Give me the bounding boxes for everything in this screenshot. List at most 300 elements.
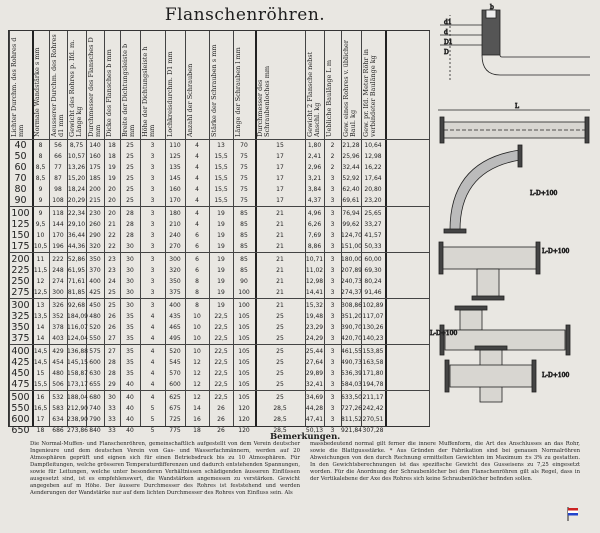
table-cell: 140,23 xyxy=(362,335,384,342)
table-cell: 10 xyxy=(193,313,201,320)
table-cell: 4 xyxy=(195,210,199,217)
table-cell: 188,04 xyxy=(67,394,88,401)
table-cell: 70 xyxy=(240,142,248,149)
table-cell: 3 xyxy=(330,302,335,309)
table-cell: 390,70 xyxy=(341,324,362,331)
table-cell: 22,5 xyxy=(214,370,228,377)
table-cell: 583 xyxy=(52,405,64,412)
table-cell: 17 xyxy=(276,197,284,204)
table-cell: 4 xyxy=(150,359,155,366)
pipe-diameter-cell: 175 xyxy=(11,241,30,252)
pipe-diameter-cell: 70 xyxy=(14,173,27,184)
table-cell: 570 xyxy=(169,370,181,377)
table-cell: 6,26 xyxy=(307,221,322,228)
table-cell: 35 xyxy=(126,348,134,355)
table-cell: 375 xyxy=(169,289,181,296)
table-cell: 85 xyxy=(240,232,248,239)
table-cell: 85 xyxy=(240,256,248,263)
table-cell: 40 xyxy=(126,416,134,423)
table-cell: 5 xyxy=(150,427,155,434)
table-cell: 163,58 xyxy=(362,359,384,366)
svg-text:D1: D1 xyxy=(444,39,453,46)
table-cell: 140 xyxy=(89,142,101,149)
table-cell: 24,29 xyxy=(305,335,324,342)
table-cell: 66 xyxy=(54,153,62,160)
table-cell: 173,17 xyxy=(67,381,88,388)
table-cell: 630 xyxy=(89,370,101,377)
table-cell: 403 xyxy=(52,335,64,342)
group-rule xyxy=(9,206,429,207)
table-cell: 9 xyxy=(38,210,43,217)
table-cell: 2,41 xyxy=(307,153,322,160)
table-cell: 160 xyxy=(169,186,181,193)
table-cell: 130,26 xyxy=(362,324,384,331)
table-cell: 25 xyxy=(276,370,284,377)
table-cell: 18 xyxy=(108,153,116,160)
column-header: Normale Wandstärke s mm xyxy=(33,47,41,137)
table-cell: 300 xyxy=(169,256,181,263)
table-cell: 33 xyxy=(108,427,116,434)
table-cell: 506 xyxy=(52,381,64,388)
column-header: Uebliche Baulänge L m xyxy=(325,60,333,137)
table-cell: 105 xyxy=(238,313,250,320)
table-cell: 33 xyxy=(108,405,116,412)
table-cell: 116,07 xyxy=(67,324,88,331)
table-cell: 3 xyxy=(150,267,155,274)
column-header: Dicke des Flansches b mm xyxy=(105,49,113,137)
table-cell: 25 xyxy=(126,197,134,204)
table-cell: 40 xyxy=(126,394,134,401)
table-cell: 3 xyxy=(150,232,155,239)
table-cell: 230 xyxy=(89,210,101,217)
group-rule xyxy=(9,252,429,253)
table-cell: 4 xyxy=(150,381,155,388)
table-cell: 461,55 xyxy=(341,348,362,355)
table-cell: 75 xyxy=(240,175,248,182)
table-cell: 3 xyxy=(330,175,335,182)
table-cell: 29 xyxy=(108,381,116,388)
table-cell: 5 xyxy=(150,405,155,412)
cross-drawing xyxy=(445,346,569,402)
svg-text:L-D+100: L-D+100 xyxy=(530,190,558,197)
table-cell: 23,20 xyxy=(364,197,382,204)
table-cell: 194,78 xyxy=(362,381,384,388)
table-cell: 62,40 xyxy=(342,186,360,193)
table-cell: 3 xyxy=(330,278,335,285)
table-cell: 19 xyxy=(217,267,225,274)
pipe-diameter-cell: 500 xyxy=(11,392,30,403)
table-cell: 15,32 xyxy=(305,302,324,309)
table-cell: 740 xyxy=(89,405,101,412)
table-cell: 171,80 xyxy=(362,370,384,377)
table-cell: 35 xyxy=(126,313,134,320)
table-cell: 15 xyxy=(36,370,45,377)
table-cell: 550 xyxy=(89,335,101,342)
table-cell: 12 xyxy=(193,381,201,388)
column-header: Lichter Durchm. des Rohres d mm xyxy=(10,37,25,137)
table-cell: 4 xyxy=(195,197,199,204)
table-cell: 3 xyxy=(150,153,155,160)
table-cell: 118 xyxy=(52,210,64,217)
table-cell: 91,46 xyxy=(364,289,382,296)
table-cell: 8 xyxy=(38,153,43,160)
table-cell: 15,5 xyxy=(214,153,228,160)
table-cell: 22,5 xyxy=(214,381,228,388)
table-cell: 1,80 xyxy=(307,142,322,149)
table-cell: 240,73 xyxy=(341,278,362,285)
table-cell: 26 xyxy=(217,427,225,434)
table-cell: 2 xyxy=(330,164,335,171)
table-cell: 40 xyxy=(126,427,134,434)
table-cell: 4 xyxy=(195,221,199,228)
table-cell: 85 xyxy=(240,267,248,274)
pipe-diameter-cell: 80 xyxy=(14,184,27,195)
table-cell: 30 xyxy=(126,243,134,250)
table-cell: 180,00 xyxy=(341,256,362,263)
table-cell: 175 xyxy=(89,164,101,171)
table-cell: 22,5 xyxy=(214,324,228,331)
table-cell: 15,5 xyxy=(214,164,228,171)
table-cell: 3 xyxy=(330,324,335,331)
table-cell: 8 xyxy=(195,289,199,296)
table-cell: 28 xyxy=(108,359,116,366)
table-cell: 12,98 xyxy=(364,153,382,160)
table-cell: 420,70 xyxy=(341,335,362,342)
table-cell: 290 xyxy=(89,232,101,239)
table-cell: 3,21 xyxy=(307,175,322,182)
table-cell: 495 xyxy=(169,335,181,342)
table-cell: 19 xyxy=(217,289,225,296)
pipe-diameter-cell: 40 xyxy=(14,140,27,151)
table-cell: 351,20 xyxy=(341,313,362,320)
table-cell: 4 xyxy=(150,370,155,377)
table-cell: 30 xyxy=(126,256,134,263)
table-cell: 3 xyxy=(330,370,335,377)
table-cell: 8,5 xyxy=(35,164,46,171)
table-cell: 3 xyxy=(330,267,335,274)
table-cell: 18 xyxy=(36,427,45,434)
table-cell: 20,80 xyxy=(364,186,382,193)
table-cell: 22 xyxy=(108,243,116,250)
table-cell: 21 xyxy=(276,256,284,263)
pipe-diameter-cell: 125 xyxy=(11,219,30,230)
group-rule xyxy=(9,298,429,299)
table-cell: 25 xyxy=(276,394,284,401)
table-cell: 921,84 xyxy=(341,427,362,434)
table-cell: 326 xyxy=(52,302,64,309)
table-cell: 100 xyxy=(238,302,250,309)
table-cell: 633,50 xyxy=(341,394,362,401)
table-cell: 40 xyxy=(126,381,134,388)
table-cell: 3 xyxy=(150,197,155,204)
table-cell: 775 xyxy=(169,427,181,434)
table-cell: 450 xyxy=(89,302,101,309)
table-cell: 44,36 xyxy=(67,243,86,250)
table-cell: 16 xyxy=(36,394,45,401)
table-cell: 490,73 xyxy=(341,359,362,366)
technical-drawings xyxy=(430,5,595,405)
table-cell: 584,03 xyxy=(341,381,362,388)
table-cell: 33 xyxy=(108,416,116,423)
table-cell: 8,5 xyxy=(35,175,46,182)
svg-text:d: d xyxy=(444,29,448,36)
table-cell: 22 xyxy=(108,232,116,239)
table-cell: 8 xyxy=(195,278,199,285)
pipe-diameter-cell: 350 xyxy=(11,322,30,333)
table-cell: 105 xyxy=(238,324,250,331)
table-cell: 10,64 xyxy=(364,142,382,149)
table-cell: 27 xyxy=(108,335,116,342)
table-cell: 4 xyxy=(150,313,155,320)
table-cell: 4,96 xyxy=(307,210,322,217)
table-cell: 16,5 xyxy=(33,405,48,412)
table-cell: 15,5 xyxy=(214,186,228,193)
pipe-diameter-cell: 325 xyxy=(11,311,30,322)
svg-text:D: D xyxy=(444,49,449,56)
table-cell: 117,07 xyxy=(362,313,384,320)
table-cell: 3 xyxy=(330,256,335,263)
table-cell: 790 xyxy=(89,416,101,423)
table-cell: 3 xyxy=(330,335,335,342)
table-cell: 28,5 xyxy=(273,427,287,434)
table-cell: 600 xyxy=(169,381,181,388)
table-cell: 26 xyxy=(217,405,225,412)
table-cell: 3 xyxy=(330,427,335,434)
table-cell: 17 xyxy=(276,175,284,182)
table-cell: 2,96 xyxy=(307,164,322,171)
table-cell: 370 xyxy=(89,267,101,274)
table-cell: 25 xyxy=(276,324,284,331)
table-cell: 10,57 xyxy=(67,153,86,160)
table-cell: 4 xyxy=(195,164,199,171)
table-cell: 153,85 xyxy=(362,348,384,355)
pipe-diameter-cell: 550 xyxy=(11,403,30,414)
table-cell: 90 xyxy=(240,278,248,285)
table-cell: 480 xyxy=(89,313,101,320)
table-cell: 200 xyxy=(89,186,101,193)
table-cell: 158,87 xyxy=(67,370,88,377)
table-cell: 14,5 xyxy=(33,348,48,355)
table-cell: 242,42 xyxy=(362,405,384,412)
table-cell: 19 xyxy=(217,278,225,285)
table-cell: 4 xyxy=(150,335,155,342)
table-cell: 52,92 xyxy=(342,175,360,182)
table-cell: 75 xyxy=(240,186,248,193)
table-cell: 454 xyxy=(52,359,64,366)
pipe-diameter-cell: 100 xyxy=(11,208,30,219)
table-cell: 725 xyxy=(169,416,181,423)
table-cell: 25 xyxy=(126,164,134,171)
table-cell: 480 xyxy=(52,370,64,377)
column-header: Breite der Dichtungsleiste b mm xyxy=(121,43,136,137)
table-cell: 25 xyxy=(126,153,134,160)
table-cell: 3 xyxy=(330,394,335,401)
table-cell: 655 xyxy=(89,381,101,388)
table-cell: 4,37 xyxy=(307,197,322,204)
table-cell: 3 xyxy=(330,405,335,412)
table-cell: 35 xyxy=(126,370,134,377)
table-cell: 8,86 xyxy=(307,243,322,250)
table-cell: 3 xyxy=(330,243,335,250)
table-cell: 16 xyxy=(193,416,201,423)
notes-heading: Bemerkungen. xyxy=(270,432,341,442)
table-cell: 11 xyxy=(36,256,45,263)
table-cell: 19 xyxy=(217,243,225,250)
table-cell: 21 xyxy=(276,232,284,239)
table-cell: 20 xyxy=(108,197,116,204)
table-cell: 87 xyxy=(54,175,62,182)
pipe-diameter-cell: 90 xyxy=(14,195,27,206)
table-cell: 170 xyxy=(169,197,181,204)
bend-drawing xyxy=(444,145,557,233)
table-column-rule xyxy=(385,31,387,426)
table-cell: 3 xyxy=(150,256,155,263)
table-cell: 105 xyxy=(238,381,250,388)
table-cell: 71,61 xyxy=(67,278,86,285)
table-cell: 18,24 xyxy=(67,186,86,193)
table-cell: 23 xyxy=(108,256,116,263)
table-cell: 21 xyxy=(276,267,284,274)
table-cell: 10,71 xyxy=(305,256,324,263)
table-cell: 10,5 xyxy=(33,243,48,250)
table-cell: 9,5 xyxy=(35,221,46,228)
table-cell: 105 xyxy=(238,370,250,377)
table-cell: 50,33 xyxy=(364,243,382,250)
table-cell: 2 xyxy=(330,153,335,160)
table-cell: 12 xyxy=(193,370,201,377)
table-cell: 40 xyxy=(126,405,134,412)
table-cell: 80,24 xyxy=(364,278,382,285)
table-cell: 270,51 xyxy=(362,416,384,423)
table-cell: 124,04 xyxy=(67,335,88,342)
table-cell: 3 xyxy=(330,381,335,388)
table-cell: 435 xyxy=(169,313,181,320)
table-cell: 25 xyxy=(126,142,134,149)
flag-icon xyxy=(567,507,579,521)
column-header: Aeusserer Durchm. des Rohres d1 mm xyxy=(50,34,65,137)
table-cell: 25 xyxy=(276,313,284,320)
table-cell: 680 xyxy=(89,394,101,401)
table-cell: 185 xyxy=(89,175,101,182)
table-cell: 12 xyxy=(36,278,45,285)
table-cell: 85 xyxy=(240,221,248,228)
table-cell: 14,5 xyxy=(33,359,48,366)
table-cell: 27 xyxy=(108,348,116,355)
table-cell: 3 xyxy=(150,302,155,309)
table-cell: 320 xyxy=(169,267,181,274)
table-cell: 15,5 xyxy=(33,381,48,388)
table-cell: 13 xyxy=(217,142,225,149)
table-cell: 238,90 xyxy=(67,416,88,423)
table-cell: 17 xyxy=(276,164,284,171)
table-cell: 3 xyxy=(330,359,335,366)
table-cell: 350 xyxy=(89,256,101,263)
table-cell: 28,5 xyxy=(273,405,287,412)
table-cell: 184,09 xyxy=(67,313,88,320)
table-cell: 22,5 xyxy=(214,313,228,320)
table-cell: 60,00 xyxy=(364,256,382,263)
table-cell: 25 xyxy=(276,335,284,342)
table-cell: 14 xyxy=(36,335,45,342)
column-header: Gewicht des Rohres p. lfd. m. Länge kg xyxy=(68,39,83,137)
table-cell: 26 xyxy=(108,324,116,331)
table-cell: 308,86 xyxy=(341,302,362,309)
table-cell: 105 xyxy=(238,394,250,401)
table-cell: 61,95 xyxy=(67,267,86,274)
table-cell: 32,41 xyxy=(305,381,324,388)
table-cell: 536,39 xyxy=(341,370,362,377)
table-cell: 105 xyxy=(238,335,250,342)
table-cell: 30 xyxy=(126,302,134,309)
table-cell: 811,52 xyxy=(341,416,362,423)
table-cell: 3 xyxy=(330,186,335,193)
table-cell: 21 xyxy=(108,221,116,228)
pipe-diameter-cell: 600 xyxy=(11,414,30,425)
table-cell: 21,28 xyxy=(342,142,360,149)
table-cell: 400 xyxy=(89,278,101,285)
table-cell: 180 xyxy=(169,210,181,217)
table-cell: 4 xyxy=(195,186,199,193)
table-cell: 300 xyxy=(52,289,64,296)
table-cell: 10 xyxy=(193,324,201,331)
table-cell: 151,00 xyxy=(341,243,362,250)
table-cell: 160 xyxy=(89,153,101,160)
table-cell: 6 xyxy=(195,232,199,239)
table-cell: 270 xyxy=(169,243,181,250)
table-cell: 27,64 xyxy=(305,359,324,366)
table-cell: 108 xyxy=(52,197,64,204)
table-cell: 21 xyxy=(276,243,284,250)
table-cell: 28 xyxy=(126,232,134,239)
table-cell: 3,84 xyxy=(307,186,322,193)
table-cell: 15,20 xyxy=(67,175,86,182)
table-cell: 215 xyxy=(89,197,101,204)
table-cell: 25,96 xyxy=(342,153,360,160)
table-cell: 28,5 xyxy=(273,416,287,423)
table-cell: 25 xyxy=(108,289,116,296)
table-cell: 6 xyxy=(195,256,199,263)
table-cell: 675 xyxy=(169,405,181,412)
table-cell: 12,98 xyxy=(305,278,324,285)
svg-text:d1: d1 xyxy=(444,19,452,26)
table-cell: 28 xyxy=(126,210,134,217)
table-cell: 105 xyxy=(238,359,250,366)
table-cell: 25 xyxy=(276,348,284,355)
notes-right-column: massbedeutend normal gilt ferner die innere Muffenform, die Art des Anschlusses an das Rohr, sowie die Blattgussstärke. * Aus Gründen der Fabrikation sind bei genauen Normalröhren Abweichungen von den durch Rechnung ermittelten Gewichten im Maximum ±s 3% zu gestatten. In den Gewichtsberechnungen ist das spezifische Gewicht des Gusseisens zu 7,25 eingesetzt worden. Für die Anordnung der Schraubenlöcher bei den Flanschenröhren gilt als Regel, dass in der Vertikalebene der Axe des Rohres sich keine Schraubenlöcher befinden sollen. xyxy=(310,441,580,482)
table-cell: 3 xyxy=(150,164,155,171)
table-cell: 92,68 xyxy=(67,302,86,309)
table-cell: 24 xyxy=(108,278,116,285)
table-cell: 2 xyxy=(330,142,335,149)
table-cell: 207,89 xyxy=(341,267,362,274)
table-cell: 120 xyxy=(238,427,250,434)
table-cell: 85 xyxy=(240,243,248,250)
table-cell: 75 xyxy=(240,197,248,204)
table-cell: 85 xyxy=(240,210,248,217)
table-cell: 22,5 xyxy=(214,348,228,355)
table-cell: 22,5 xyxy=(214,359,228,366)
table-cell: 16,22 xyxy=(364,164,382,171)
table-cell: 120 xyxy=(238,405,250,412)
flanged-pipes-table xyxy=(8,30,430,436)
table-cell: 135 xyxy=(169,164,181,171)
table-cell: 12 xyxy=(193,394,201,401)
table-cell: 840 xyxy=(89,427,101,434)
table-cell: 4 xyxy=(195,142,199,149)
table-cell: 69,61 xyxy=(342,197,360,204)
pipe-diameter-cell: 275 xyxy=(11,287,30,298)
table-cell: 3 xyxy=(330,221,335,228)
